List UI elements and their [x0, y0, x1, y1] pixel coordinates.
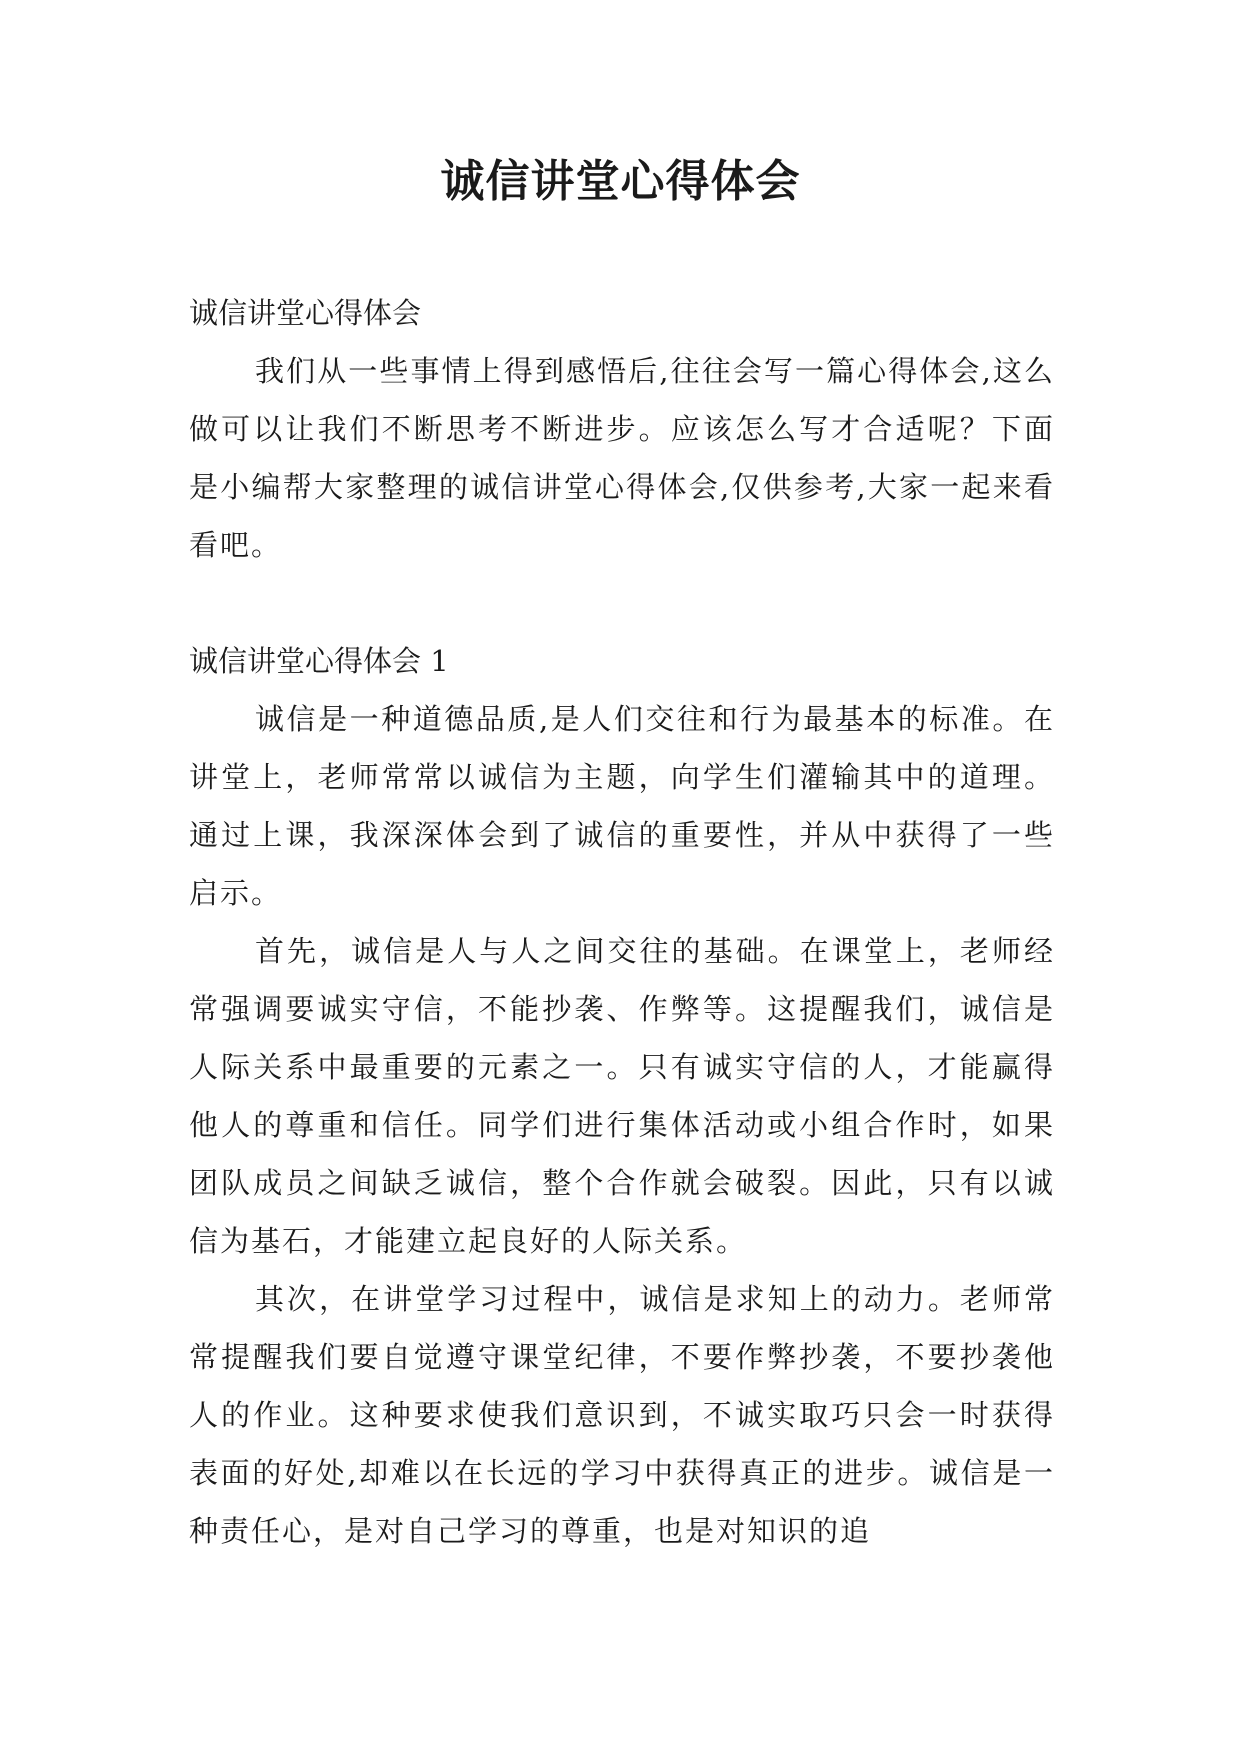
- intro-paragraph: 我们从一些事情上得到感悟后,往往会写一篇心得体会,这么做可以让我们不断思考不断进步。应该怎么写才合适呢？下面是小编帮大家整理的诚信讲堂心得体会,仅供参考,大家一起来看看吧。: [189, 354, 1055, 562]
- section1-heading: 诚信讲堂心得体会 1: [189, 644, 449, 678]
- section1-paragraph-1: 诚信是一种道德品质,是人们交往和行为最基本的标准。在讲堂上，老师常常以诚信为主题，向学生们灌输其中的道理。通过上课，我深深体会到了诚信的重要性，并从中获得了一些启示。: [189, 702, 1055, 910]
- section1-paragraph-2: 首先，诚信是人与人之间交往的基础。在课堂上，老师经常强调要诚实守信，不能抄袭、作弊等。这提醒我们，诚信是人际关系中最重要的元素之一。只有诚实守信的人，才能赢得他人的尊重和信任。同学们进行集体活动或小组合作时，如果团队成员之间缺乏诚信，整个合作就会破裂。因此，只有以诚信为基石，才能建立起良好的人际关系。: [189, 934, 1055, 1258]
- document-title: 诚信讲堂心得体会: [440, 156, 801, 207]
- section-spacer: [189, 574, 1055, 632]
- intro-heading: 诚信讲堂心得体会: [189, 296, 422, 330]
- document-body: [189, 284, 1055, 1560]
- section1-paragraph-3: 其次，在讲堂学习过程中，诚信是求知上的动力。老师常常提醒我们要自觉遵守课堂纪律，不要作弊抄袭，不要抄袭他人的作业。这种要求使我们意识到，不诚实取巧只会一时获得表面的好处,却难以在长远的学习中获得真正的进步。诚信是一种责任心，是对自己学习的尊重，也是对知识的追: [189, 1282, 1055, 1548]
